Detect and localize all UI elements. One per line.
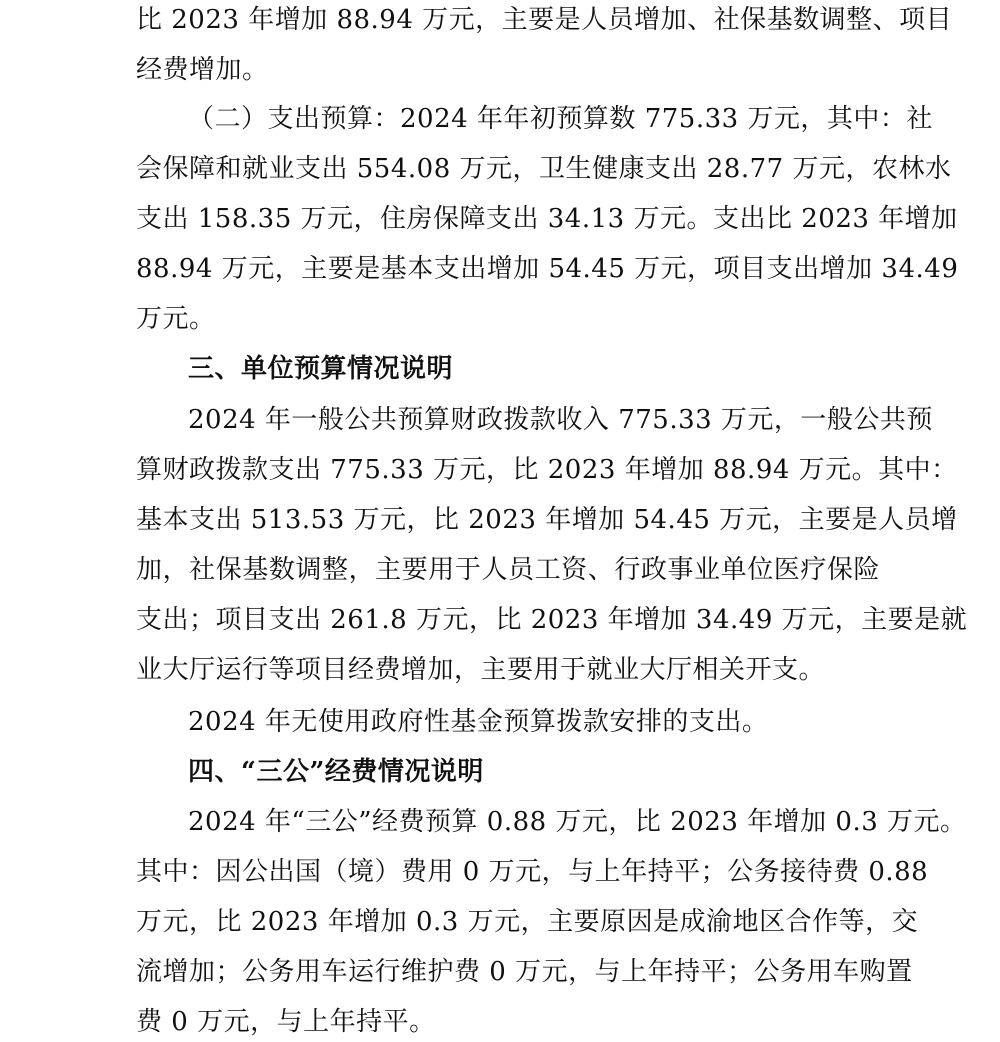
paragraph-3-line-5: 支出；项目支出 261.8 万元，比 2023 年增加 34.49 万元，主要是就 bbox=[136, 605, 968, 635]
paragraph-3-line-4: 加，社保基数调整，主要用于人员工资、行政事业单位医疗保险 bbox=[136, 555, 880, 585]
paragraph-3-line-1: 2024 年一般公共预算财政拨款收入 775.33 万元，一般公共预 bbox=[188, 405, 933, 435]
paragraph-2-line-5: 万元。 bbox=[136, 304, 216, 334]
paragraph-3-line-3: 基本支出 513.53 万元，比 2023 年增加 54.45 万元，主要是人员增 bbox=[136, 505, 958, 535]
paragraph-2-line-4: 88.94 万元，主要是基本支出增加 54.45 万元，项目支出增加 34.49 bbox=[136, 254, 959, 284]
paragraph-2-line-2: 会保障和就业支出 554.08 万元，卫生健康支出 28.77 万元，农林水 bbox=[136, 154, 952, 184]
paragraph-5-line-4: 流增加；公务用车运行维护费 0 万元，与上年持平；公务用车购置 bbox=[136, 957, 913, 987]
section-heading-3: 三、单位预算情况说明 bbox=[188, 354, 454, 384]
paragraph-1-line-2: 经费增加。 bbox=[136, 55, 269, 85]
paragraph-5-line-1: 2024 年“三公”经费预算 0.88 万元，比 2023 年增加 0.3 万元。 bbox=[188, 807, 967, 837]
section-heading-4: 四、“三公”经费情况说明 bbox=[188, 757, 484, 787]
paragraph-2-line-1: （二）支出预算：2024 年年初预算数 775.33 万元，其中：社 bbox=[188, 104, 933, 134]
paragraph-5-line-3: 万元，比 2023 年增加 0.3 万元，主要原因是成渝地区合作等，交 bbox=[136, 907, 919, 937]
paragraph-2-line-3: 支出 158.35 万元，住房保障支出 34.13 万元。支出比 2023 年增加 bbox=[136, 204, 958, 234]
paragraph-1-line-1: 比 2023 年增加 88.94 万元，主要是人员增加、社保基数调整、项目 bbox=[136, 5, 953, 35]
paragraph-4: 2024 年无使用政府性基金预算拨款安排的支出。 bbox=[188, 707, 769, 737]
paragraph-3-line-2: 算财政拨款支出 775.33 万元，比 2023 年增加 88.94 万元。其中： bbox=[136, 455, 958, 485]
paragraph-5-line-5: 费 0 万元，与上年持平。 bbox=[136, 1007, 436, 1037]
paragraph-5-line-2: 其中：因公出国（境）费用 0 万元，与上年持平；公务接待费 0.88 bbox=[136, 857, 929, 887]
paragraph-3-line-6: 业大厅运行等项目经费增加，主要用于就业大厅相关开支。 bbox=[136, 655, 826, 685]
